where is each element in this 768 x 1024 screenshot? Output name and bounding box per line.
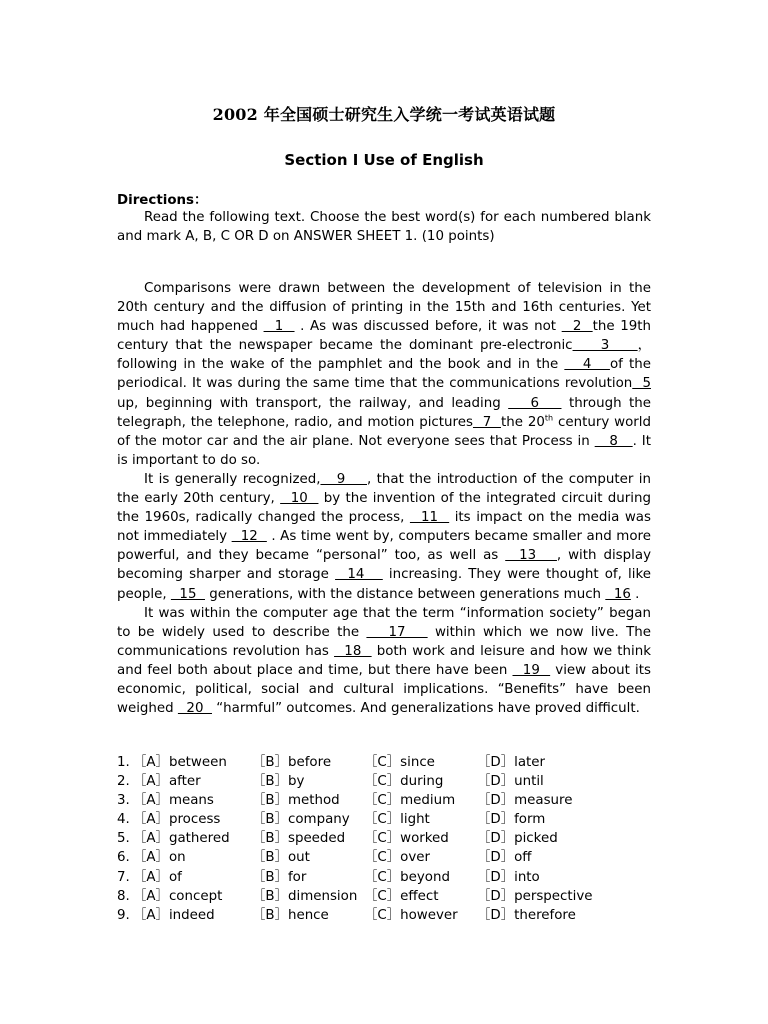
text-run: of the periodical. It was during the same time that the communications revolution <box>117 357 651 392</box>
text-run: view about its economic, political, social and cultural implications. “Benefits” have been weighed <box>117 662 651 717</box>
text-run: through the telegraph, the telephone, radio, and motion pictures <box>117 395 652 430</box>
blank-12: 12 <box>231 529 267 545</box>
option-d: ［D］picked <box>477 831 558 847</box>
text-run: generations, with the distance between generations much <box>204 586 606 602</box>
option-b: ［B］speeded <box>252 831 346 847</box>
text-run: up, beginning with transport, the railway, and leading <box>117 395 509 411</box>
option-c: ［C］effect <box>364 888 439 904</box>
option-a: ［A］of <box>133 869 182 885</box>
blank-9: 9 <box>320 471 367 487</box>
blank-6: 6 <box>508 395 562 411</box>
option-d: ［D］form <box>477 812 546 828</box>
paragraph-2 <box>117 470 651 604</box>
text-run: increasing. They were thought of, like people, <box>117 567 651 602</box>
blank-14: 14 <box>335 567 383 583</box>
option-d: ［D］until <box>477 774 544 790</box>
blank-2: 2 <box>561 319 593 335</box>
blank-5: 5 <box>632 376 651 392</box>
question-number: 9. <box>117 907 130 923</box>
text-run: , with display becoming sharper and storage <box>117 548 651 583</box>
answer-options <box>117 753 651 925</box>
blank-15: 15 <box>170 586 205 602</box>
text-run: the 19th century that the newspaper became the dominant pre-electronic <box>117 319 652 354</box>
option-d: ［D］perspective <box>477 888 593 904</box>
option-a: ［A］concept <box>133 888 223 904</box>
option-row <box>117 772 651 791</box>
text-run: Comparisons were drawn between the development of television in the 20th century and the diffusion of printing in the 15th and 16th centuries. Yet much had happened <box>117 281 651 335</box>
option-row <box>117 868 651 887</box>
text-run: . It is important to do so. <box>117 433 652 468</box>
option-c: ［C］since <box>364 755 435 770</box>
text-run: . As was discussed before, it was not <box>294 319 562 335</box>
question-number: 2. <box>117 774 130 790</box>
option-row <box>117 791 651 810</box>
text-run: “harmful” outcomes. And generalizations have proved difficult. <box>211 701 640 717</box>
text-run: . As time went by, computers became smaller and more powerful, and they became “personal” too, as well as <box>117 529 651 564</box>
text-run: It was within the computer age that the term “information society” began to be widely used to describe the <box>117 605 651 640</box>
blank-8: 8 <box>594 433 633 449</box>
blank-13: 13 <box>505 548 557 564</box>
option-b: ［B］for <box>252 869 307 885</box>
blank-11: 11 <box>409 510 450 526</box>
text-run: century world of the motor car and the air plane. Not everyone sees that Process in <box>117 414 652 449</box>
option-b: ［B］hence <box>252 907 329 923</box>
question-number: 4. <box>117 812 130 828</box>
question-number: 5. <box>117 831 130 847</box>
blank-17: 17 <box>366 624 428 640</box>
option-row <box>117 848 651 867</box>
option-row <box>117 887 651 906</box>
option-c: ［C］during <box>364 774 444 790</box>
blank-16: 16 <box>605 586 631 602</box>
blank-20: 20 <box>177 701 212 717</box>
text-run: , that the introduction of the computer in the early 20th century, <box>117 471 651 507</box>
option-c: ［C］medium <box>364 793 456 809</box>
option-c: ［C］over <box>364 850 430 866</box>
option-d: ［D］therefore <box>477 907 576 923</box>
passage <box>117 279 651 718</box>
document-title: 2002 年全国硕士研究生入学统一考试英语试题 <box>212 105 556 124</box>
superscript: th <box>544 413 554 423</box>
blank-3: 3 <box>572 338 638 354</box>
blank-1: 1 <box>263 319 295 335</box>
text-run: . <box>630 586 640 602</box>
text-run: within which we now live. The communications revolution has <box>117 624 651 659</box>
option-d: ［D］off <box>477 850 532 866</box>
blank-4: 4 <box>564 357 610 373</box>
blank-10: 10 <box>280 491 319 507</box>
question-number: 6. <box>117 850 130 866</box>
option-d: ［D］measure <box>477 793 573 809</box>
option-a: ［A］gathered <box>133 831 230 847</box>
option-c: ［C］beyond <box>364 869 450 885</box>
question-number: 7. <box>117 869 130 885</box>
question-number: 8. <box>117 888 130 904</box>
text-run: by the invention of the integrated circuit during the 1960s, radically changed the process, <box>117 491 651 526</box>
option-a: ［A］between <box>133 755 227 770</box>
blank-7: 7 <box>472 414 501 430</box>
option-c: ［C］light <box>364 812 430 828</box>
option-a: ［A］on <box>133 850 186 866</box>
paragraph-3 <box>117 604 651 719</box>
section-heading: Section I Use of English <box>284 151 484 169</box>
paragraph-1 <box>117 279 651 470</box>
option-row <box>117 810 651 829</box>
text-run: its impact on the media was not immediately <box>117 510 651 545</box>
text-run: It is generally recognized, <box>144 471 321 487</box>
text-run: the 20 <box>501 414 545 430</box>
text-run: ，following in the wake of the pamphlet and the book and in the <box>117 338 651 373</box>
blank-18: 18 <box>334 643 372 659</box>
option-row <box>117 906 651 925</box>
option-b: ［B］before <box>252 755 332 770</box>
option-c: ［C］worked <box>364 831 449 847</box>
blank-19: 19 <box>512 662 551 678</box>
option-c: ［C］however <box>364 907 458 923</box>
option-row <box>117 829 651 848</box>
directions-label: Directions： <box>117 193 208 208</box>
option-a: ［A］after <box>133 774 201 790</box>
option-d: ［D］later <box>477 755 546 770</box>
option-b: ［B］method <box>252 793 340 809</box>
option-b: ［B］dimension <box>252 888 358 904</box>
directions-text: Read the following text. Choose the best word(s) for each numbered blank and mark A, B, C OR D on ANSWER SHEET 1. (10 points) <box>117 210 651 245</box>
option-row <box>117 753 651 772</box>
option-b: ［B］by <box>252 774 305 790</box>
option-b: ［B］out <box>252 850 310 866</box>
text-run: both work and leisure and how we think and feel both about place and time, but there have been <box>117 643 651 678</box>
option-a: ［A］means <box>133 793 214 809</box>
question-number: 3. <box>117 793 130 809</box>
option-d: ［D］into <box>477 869 540 885</box>
question-number: 1. <box>117 755 130 770</box>
option-a: ［A］process <box>133 812 221 828</box>
option-a: ［A］indeed <box>133 907 215 923</box>
option-b: ［B］company <box>252 812 350 828</box>
